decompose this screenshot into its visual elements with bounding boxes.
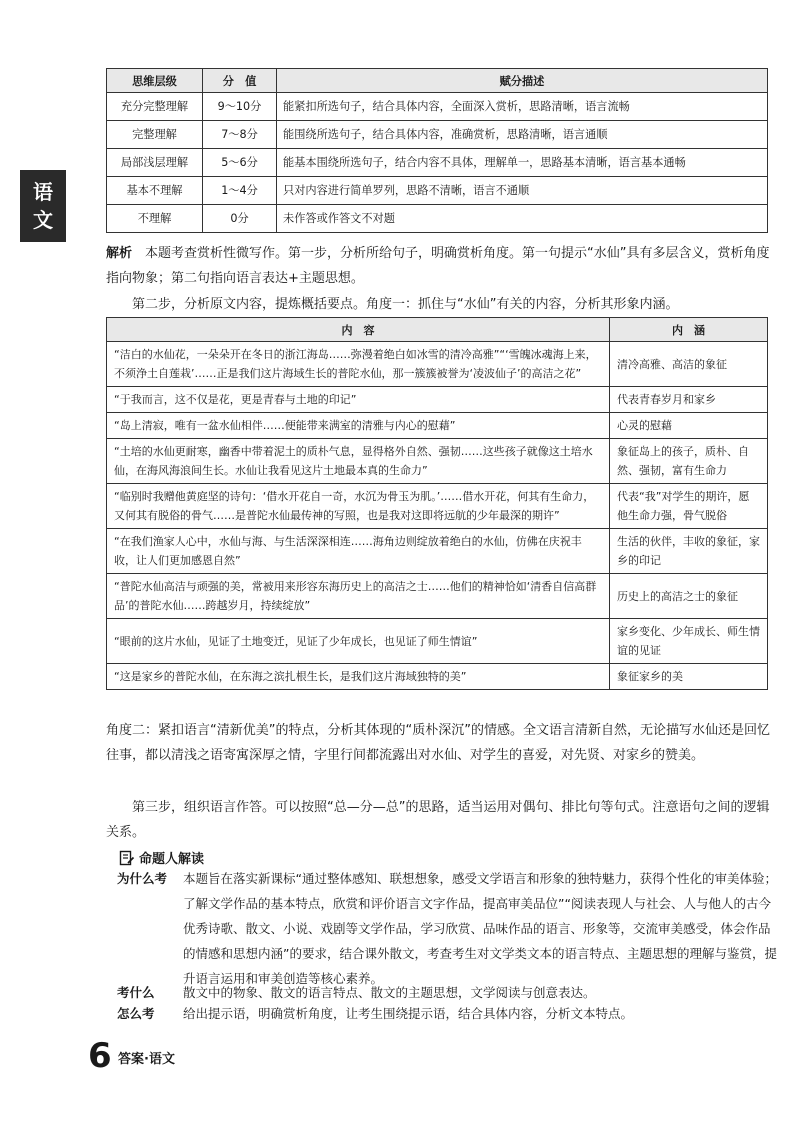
- description-cell: 能紧扣所选句子，结合具体内容，全面深入赏析，思路清晰，语言流畅: [277, 93, 768, 121]
- analysis-label: 解析: [106, 246, 133, 261]
- meaning-cell: 代表“我”对学生的期许，愿他生命力强，骨气脱俗: [610, 484, 768, 529]
- score-cell: 0分: [203, 205, 277, 233]
- score-cell: 9～10分: [203, 93, 277, 121]
- level-cell: 完整理解: [107, 121, 203, 149]
- table-row: [107, 619, 768, 664]
- description-cell: 能基本围绕所选句子，结合内容不具体，理解单一，思路基本清晰，语言基本通畅: [277, 149, 768, 177]
- how-section: [117, 1001, 777, 1026]
- table-row: [107, 177, 768, 205]
- meaning-cell: 象征家乡的美: [610, 664, 768, 690]
- document-pen-icon: [119, 850, 135, 866]
- table-header-row: [107, 69, 768, 93]
- side-tab-char-2: 文: [33, 208, 53, 232]
- table-row: [107, 664, 768, 690]
- page-number: 6: [88, 1036, 112, 1076]
- content-cell: “普陀水仙高洁与顽强的美，常被用来形容东海历史上的高洁之士……他们的精神恰如‘清香自信高群品’的普陀水仙……跨越岁月，持续绽放”: [107, 574, 610, 619]
- analysis-paragraph: [106, 241, 778, 291]
- scoring-rubric-table: [106, 68, 768, 233]
- table-row: [107, 342, 768, 387]
- what-text: 散文中的物象、散文的语言特点、散文的主题思想，文学阅读与创意表达。: [183, 985, 596, 1000]
- header-content: 内 容: [107, 318, 610, 342]
- score-cell: 7～8分: [203, 121, 277, 149]
- content-cell: “在我们渔家人心中，水仙与海、与生活深深相连……海角边则绽放着绝白的水仙，仿佛在庆祝丰收，让人们更加感恩自然”: [107, 529, 610, 574]
- commentary-title: [119, 848, 204, 867]
- content-cell: “眼前的这片水仙，见证了土地变迁，见证了少年成长，也见证了师生情谊”: [107, 619, 610, 664]
- step3-paragraph: 第三步，组织语言作答。可以按照“总—分—总”的思路，适当运用对偶句、排比句等句式。注意语句之间的逻辑关系。: [106, 800, 770, 840]
- description-cell: 未作答或作答文不对题: [277, 205, 768, 233]
- analysis-text: 本题考查赏析性微写作。第一步，分析所给句子，明确赏析角度。第一句提示“水仙”具有多层含义，赏析角度指向物象；第二句指向语言表达+主题思想。: [106, 246, 770, 286]
- why-section: [117, 866, 777, 991]
- content-cell: “这是家乡的普陀水仙，在东海之滨扎根生长，是我们这片海域独特的美”: [107, 664, 610, 690]
- level-cell: 充分完整理解: [107, 93, 203, 121]
- level-cell: 基本不理解: [107, 177, 203, 205]
- table-row: [107, 484, 768, 529]
- meaning-cell: 生活的伙伴，丰收的象征，家乡的印记: [610, 529, 768, 574]
- meaning-cell: 历史上的高洁之士的象征: [610, 574, 768, 619]
- why-label: 为什么考: [117, 871, 168, 886]
- meaning-cell: 清冷高雅、高洁的象征: [610, 342, 768, 387]
- side-tab-char-1: 语: [33, 180, 53, 204]
- table-header-row: [107, 318, 768, 342]
- content-cell: “临别时我赠他黄庭坚的诗句：‘借水开花自一奇，水沉为骨玉为肌。’……借水开花，何其有生命力，又何其有脱俗的骨气……是普陀水仙最传神的写照，也是我对这即将远航的少年最深的期许”: [107, 484, 610, 529]
- why-text: 本题旨在落实新课标“通过整体感知、联想想象，感受文学语言和形象的独特魅力，获得个性化的审美体验；了解文学作品的基本特点，欣赏和评价语言文字作品，提高审美品位”“阅读表现人与社会、人与他人的古今优秀诗歌、散文、小说、戏剧等文学作品，学习欣赏、品味作品的语言、形象等，交流审美感受，体会作品的情感和思想内涵”的要求，结合课外散文，考查考生对文学类文本的语言特点、主题思想的理解与鉴赏，提升语言运用和审美创造等核心素养。: [183, 871, 777, 986]
- table-row: [107, 529, 768, 574]
- table-row: [107, 93, 768, 121]
- content-cell: “于我而言，这不仅是花，更是青春与土地的印记”: [107, 387, 610, 413]
- table-row: [107, 121, 768, 149]
- table-row: [107, 439, 768, 484]
- score-cell: 5～6分: [203, 149, 277, 177]
- content-cell: “洁白的水仙花，一朵朵开在冬日的浙江海岛……弥漫着绝白如冰雪的清冷高雅”“‘雪魄冰魂海上来，不须浄土自莲栽’……正是我们这片海域生长的普陀水仙，那一簇簇被誉为‘凌波仙子’的高洁之花”: [107, 342, 610, 387]
- commentary-title-text: 命题人解读: [139, 852, 205, 867]
- header-description: 赋分描述: [277, 69, 768, 93]
- table-row: [107, 387, 768, 413]
- table-row: [107, 205, 768, 233]
- table-row: [107, 149, 768, 177]
- header-meaning: 内 涵: [610, 318, 768, 342]
- content-cell: “土培的水仙更耐寒，幽香中带着泥土的质朴气息，显得格外自然、强韧……这些孩子就像这土培水仙，在海风海浪间生长。水仙让我看见这片土地最本真的生命力”: [107, 439, 610, 484]
- header-score: 分 值: [203, 69, 277, 93]
- meaning-cell: 心灵的慰藉: [610, 413, 768, 439]
- content-meaning-table: [106, 317, 768, 690]
- meaning-cell: 代表青春岁月和家乡: [610, 387, 768, 413]
- footer-label: 答案·语文: [118, 1052, 175, 1067]
- content-cell: “岛上清寂，唯有一盆水仙相伴……便能带来满室的清雅与内心的慰藉”: [107, 413, 610, 439]
- table-row: [107, 413, 768, 439]
- description-cell: 能围绕所选句子，结合具体内容，准确赏析，思路清晰，语言通顺: [277, 121, 768, 149]
- step2-paragraph: 第二步，分析原文内容，提炼概括要点。角度一：抓住与“水仙”有关的内容，分析其形象内涵。: [132, 297, 679, 312]
- subject-side-tab: [20, 170, 66, 242]
- score-cell: 1～4分: [203, 177, 277, 205]
- description-cell: 只对内容进行简单罗列，思路不清晰，语言不通顺: [277, 177, 768, 205]
- how-label: 怎么考: [117, 1006, 155, 1021]
- header-thinking-level: 思维层级: [107, 69, 203, 93]
- level-cell: 局部浅层理解: [107, 149, 203, 177]
- meaning-cell: 象征岛上的孩子，质朴、自然、强韧，富有生命力: [610, 439, 768, 484]
- level-cell: 不理解: [107, 205, 203, 233]
- angle2-paragraph: 角度二：紧扣语言“清新优美”的特点，分析其体现的“质朴深沉”的情感。全文语言清新自然，无论描写水仙还是回忆往事，都以清浅之语寄寓深厚之情，字里行间都流露出对水仙、对学生的喜爱，对先贤、对家乡的赞美。: [106, 723, 770, 763]
- how-text: 给出提示语，明确赏析角度，让考生围绕提示语，结合具体内容，分析文本特点。: [183, 1006, 634, 1021]
- what-label: 考什么: [117, 985, 155, 1000]
- table-row: [107, 574, 768, 619]
- meaning-cell: 家乡变化、少年成长、师生情谊的见证: [610, 619, 768, 664]
